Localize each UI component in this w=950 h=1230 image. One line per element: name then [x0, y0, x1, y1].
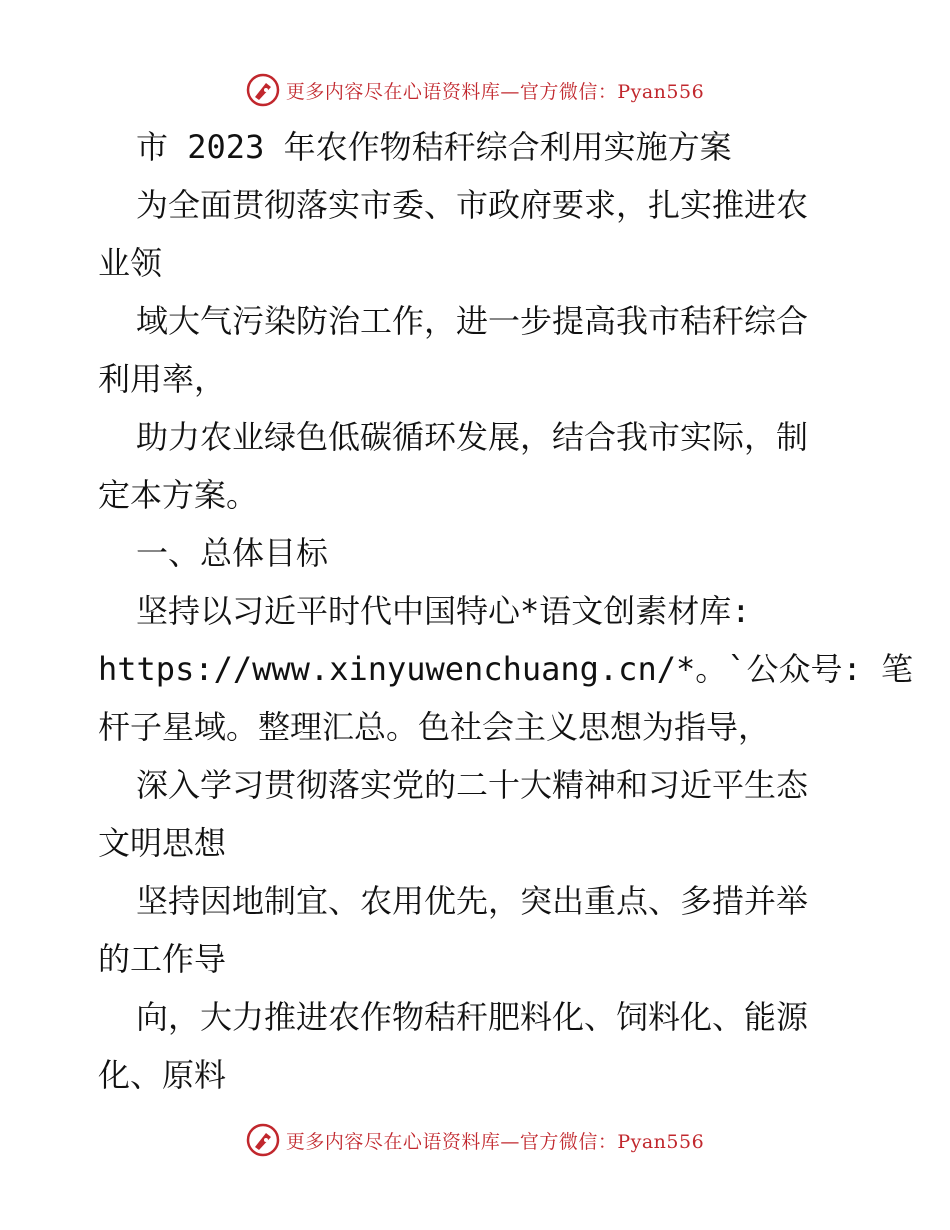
pen-nib-icon [246, 73, 280, 107]
header-watermark-banner [0, 70, 950, 110]
footer-watermark-text: 更多内容尽在心语资料库—官方微信：Pyan556 [285, 1130, 705, 1153]
paragraph-line: https://www.xinyuwenchuang.cn/*。`公众号: 笔 [98, 650, 914, 688]
pen-nib-icon [246, 1123, 280, 1157]
paragraph-line: 深入学习贯彻落实党的二十大精神和习近平生态 [136, 766, 809, 804]
paragraph-line: 的工作导 [98, 940, 227, 978]
paragraph-line: 坚持因地制宜、农用优先，突出重点、多措并举 [136, 882, 809, 920]
footer-watermark-banner [0, 1120, 950, 1160]
paragraph-line: 坚持以习近平时代中国特心*语文创素材库: [136, 592, 751, 630]
paragraph-line: 向，大力推进农作物秸秆肥料化、饲料化、能源 [136, 998, 809, 1036]
section-heading: 一、总体目标 [136, 534, 329, 572]
paragraph-line: 为全面贯彻落实市委、市政府要求，扎实推进农 [136, 186, 809, 224]
paragraph-line: 域大气污染防治工作，进一步提高我市秸秆综合 [136, 302, 809, 340]
header-watermark-text: 更多内容尽在心语资料库—官方微信：Pyan556 [285, 80, 705, 103]
paragraph-line: 业领 [98, 244, 163, 282]
paragraph-line: 化、原料 [98, 1056, 227, 1094]
document-title: 市 2023 年农作物秸秆综合利用实施方案 [136, 128, 732, 166]
paragraph-line: 利用率， [98, 360, 227, 398]
document-body [98, 118, 914, 1104]
paragraph-line: 杆子星域。整理汇总。色社会主义思想为指导， [98, 708, 771, 746]
paragraph-line: 定本方案。 [98, 476, 259, 514]
paragraph-line: 文明思想 [98, 824, 227, 862]
paragraph-line: 助力农业绿色低碳循环发展，结合我市实际，制 [136, 418, 809, 456]
